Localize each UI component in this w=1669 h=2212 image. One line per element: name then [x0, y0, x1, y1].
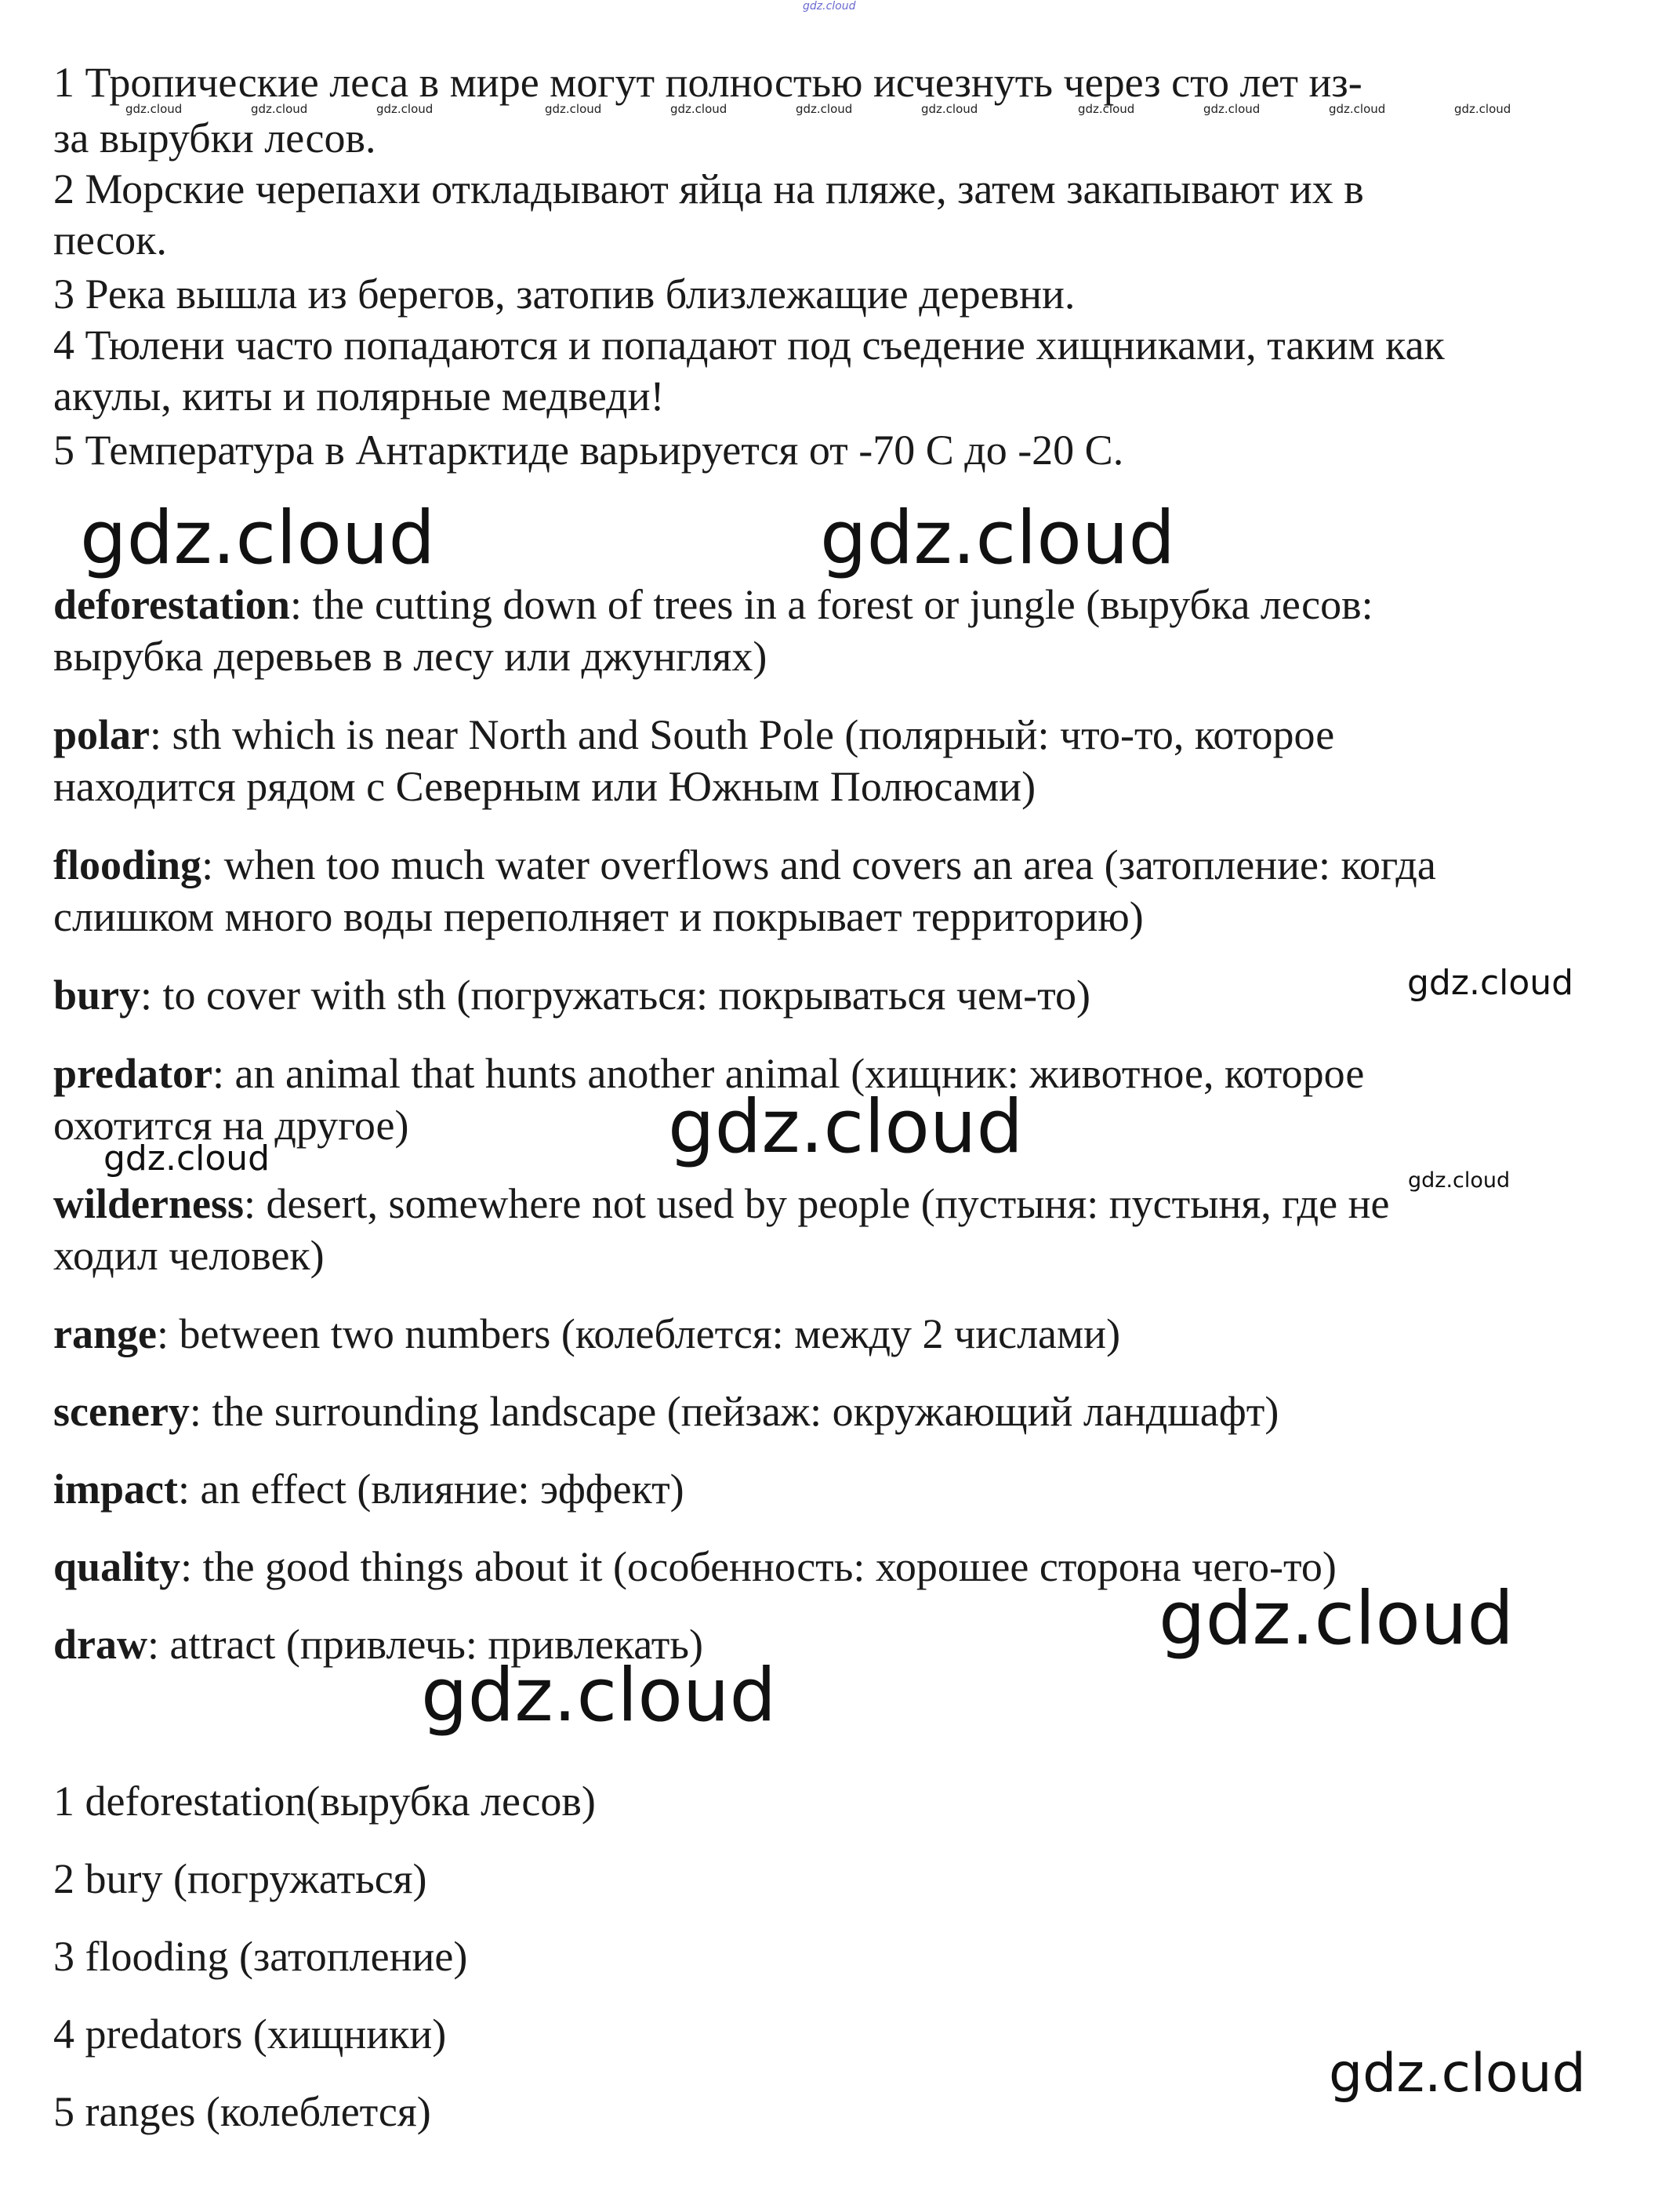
- glossary-entry-deforestation: [53, 579, 1373, 630]
- glossary-term: impact: [53, 1466, 178, 1513]
- answer-5: 5 ranges (колеблется): [53, 2088, 431, 2135]
- glossary-term: wilderness: [53, 1180, 244, 1227]
- glossary-entry-wilderness: [53, 1178, 1389, 1229]
- translation-line-7: акулы, киты и полярные медведи!: [53, 372, 665, 420]
- translation-line-6: 4 Тюлени часто попадаются и попадают под съедение хищниками, таким как: [53, 321, 1445, 369]
- watermark-small: gdz.cloud: [376, 102, 434, 116]
- watermark-small: gdz.cloud: [545, 102, 602, 116]
- glossary-term: quality: [53, 1543, 181, 1590]
- glossary-continuation: слишком много воды переполняет и покрывает территорию): [53, 893, 1144, 940]
- glossary-definition: : between two numbers (колеблется: между 2 числами): [156, 1310, 1121, 1357]
- glossary-term: predator: [53, 1050, 212, 1097]
- watermark-small: gdz.cloud: [125, 102, 183, 116]
- watermark-small: gdz.cloud: [796, 102, 853, 116]
- glossary-continuation: ходил человек): [53, 1232, 325, 1279]
- glossary-term: polar: [53, 711, 151, 758]
- translation-line-4: песок.: [53, 216, 167, 263]
- watermark-large: gdz.cloud: [421, 1653, 777, 1738]
- glossary-term: range: [53, 1310, 157, 1357]
- watermark-small: gdz.cloud: [1078, 102, 1135, 116]
- glossary-term: scenery: [53, 1388, 190, 1435]
- watermark-large: gdz.cloud: [820, 496, 1176, 581]
- glossary-entry-impact: [53, 1463, 684, 1515]
- translation-line-1: 1 Тропические леса в мире могут полностью исчезнуть через сто лет из-: [53, 59, 1362, 106]
- glossary-definition: : desert, somewhere not used by people (пустыня: пустыня, где не: [244, 1180, 1390, 1227]
- glossary-definition: : sth which is near North and South Pole (полярный: что-то, которое: [150, 711, 1335, 758]
- watermark-small: gdz.cloud: [921, 102, 978, 116]
- watermark-small: gdz.cloud: [1454, 102, 1511, 116]
- watermark-small: gdz.cloud: [1203, 102, 1261, 116]
- glossary-continuation: охотится на другое): [53, 1102, 409, 1149]
- glossary-continuation: находится рядом с Северным или Южным Полюсами): [53, 763, 1036, 810]
- translation-line-8: 5 Температура в Антарктиде варьируется от -70 С до -20 С.: [53, 427, 1124, 474]
- watermark-large: gdz.cloud: [668, 1084, 1024, 1170]
- glossary-entry-polar: [53, 709, 1334, 761]
- translation-line-5: 3 Река вышла из берегов, затопив близлежащие деревни.: [53, 271, 1076, 318]
- glossary-entry-bury: [53, 969, 1090, 1021]
- watermark-medium: gdz.cloud: [1329, 2043, 1586, 2105]
- glossary-definition: : the surrounding landscape (пейзаж: окружающий ландшафт): [189, 1388, 1279, 1435]
- glossary-continuation: вырубка деревьев в лесу или джунглях): [53, 633, 767, 680]
- glossary-entry-predator: [53, 1048, 1364, 1099]
- watermark-large: gdz.cloud: [80, 496, 436, 581]
- translation-line-2: за вырубки лесов.: [53, 114, 376, 162]
- translation-line-3: 2 Морские черепахи откладывают яйца на пляже, затем закапывают их в: [53, 165, 1364, 212]
- glossary-term: flooding: [53, 841, 202, 888]
- answer-4: 4 predators (хищники): [53, 2010, 447, 2058]
- glossary-entry-range: [53, 1308, 1120, 1360]
- answer-3: 3 flooding (затопление): [53, 1933, 468, 1980]
- watermark-top: gdz.cloud: [803, 0, 856, 13]
- glossary-definition: : an animal that hunts another animal (хищник: животное, которое: [212, 1050, 1365, 1097]
- glossary-entry-draw: [53, 1618, 703, 1670]
- watermark-small: gdz.cloud: [1329, 102, 1386, 116]
- watermark-large: gdz.cloud: [1159, 1576, 1515, 1662]
- glossary-definition: : when too much water overflows and covers an area (затопление: когда: [201, 841, 1436, 888]
- glossary-term: draw: [53, 1621, 147, 1668]
- glossary-entry-quality: [53, 1541, 1337, 1593]
- answer-2: 2 bury (погружаться): [53, 1855, 427, 1902]
- glossary-definition: : the good things about it (особенность: хорошее сторона чего-то): [180, 1543, 1337, 1590]
- watermark-medium: gdz.cloud: [103, 1139, 270, 1179]
- glossary-entry-scenery: [53, 1386, 1279, 1437]
- glossary-term: deforestation: [53, 581, 290, 628]
- watermark-small: gdz.cloud: [251, 102, 308, 116]
- glossary-entry-flooding: [53, 839, 1436, 891]
- glossary-definition: : the cutting down of trees in a forest or jungle (вырубка лесов:: [289, 581, 1373, 628]
- glossary-definition: : attract (привлечь: привлекать): [147, 1621, 704, 1668]
- glossary-definition: : to cover with sth (погружаться: покрываться чем-то): [140, 972, 1090, 1019]
- watermark-small: gdz.cloud: [1408, 1168, 1511, 1193]
- glossary-definition: : an effect (влияние: эффект): [177, 1466, 684, 1513]
- watermark-small: gdz.cloud: [670, 102, 727, 116]
- answer-1: 1 deforestation(вырубка лесов): [53, 1778, 596, 1825]
- watermark-medium: gdz.cloud: [1407, 963, 1574, 1003]
- glossary-term: bury: [53, 972, 141, 1019]
